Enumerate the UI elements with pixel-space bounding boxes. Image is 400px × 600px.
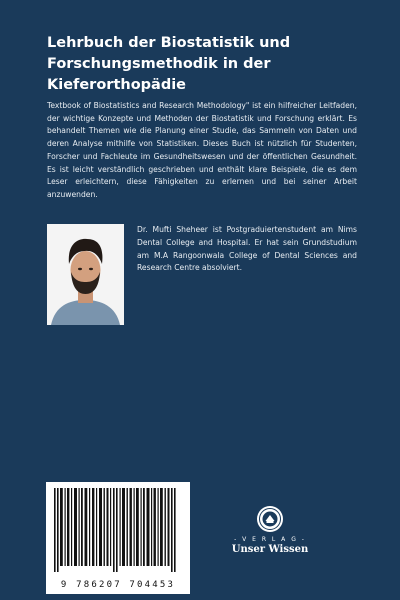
isbn-barcode [46,482,190,594]
author-photo [47,224,124,325]
isbn-number: 9 786207 704453 [60,580,176,590]
publisher-prefix: - V E R L A G - [234,536,306,543]
publisher-block [230,505,310,565]
publisher-name: Unser Wissen [231,544,309,555]
author-bio: Dr. Mufti Sheheer ist Postgraduiertenstudent am Nims Dental College and Hospital. Er hat sein Grundstudium am M.A Rangoonwala College of Dental Sciences and Research Centre absolviert. [137,225,357,273]
publisher-seal-icon [256,505,284,533]
book-title: Lehrbuch der Biostatistik und Forschungsmethodik in der Kieferorthopädie [47,35,291,93]
barcode-bars [46,482,190,578]
book-description: Textbook of Biostatistics and Research Methodology" ist ein hilfreicher Leitfaden, der wichtige Konzepte und Methoden der Biostatistik und Forschung erklärt. Es behandelt Themen wie die Planung einer Studie, das Sammeln von Daten und deren Analyse mithilfe von Statistiken. Dieses Buch ist nützlich für Studenten, Forscher und Fachleute im Gesundheitswesen und der öffentlichen Gesundheit. Es ist leicht verständlich geschrieben und enthält klare Beispiele, die es dem Leser erleichtern, diese Fähigkeiten zu erlernen und bei seiner Arbeit anzuwenden. [47,101,357,199]
